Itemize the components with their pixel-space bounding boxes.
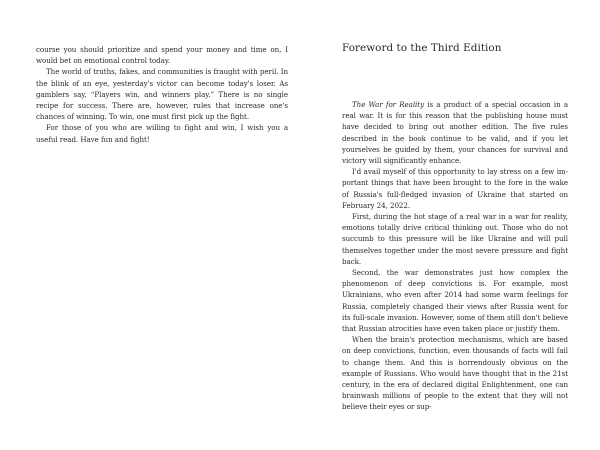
intro-paragraph-rest: is a product of a special occasion in a real war. It is for this reason that the publishing house must have decided to bring out another edition. The five rules described in the book continue to be valid, and if you let yourselves be guided by them, your chances for survival and victory will significantly enhance. [342,100,569,166]
right-paragraph-intro [342,99,568,166]
right-paragraph-5: When the brain's protection mechanisms, which are based on deep convictions, function, even thousands of facts will fail to change them. And this is horrendously obvious on the example of Russians. Who would have thought that in the 21st century, in the era of declared digital Enlightenment, one can brainwash millions of people to the extent that they will not believe their eyes or sup- [342,335,568,412]
right-page-text [342,99,568,413]
chapter-heading: Foreword to the Third Edition [342,42,502,54]
left-page-text [36,44,288,145]
right-paragraph-2: I'd avail myself of this opportunity to lay stress on a few important things that have been brought to the fore in the wake of Russia's full-fledged invasion of Ukraine that started on February 24, 2022. [342,167,568,210]
book-title-italic: The War for Reality [352,100,425,109]
left-paragraph-2: The world of truths, fakes, and communities is fraught with peril. In the blink of an eye, yesterday's victor can become today's loser. As gamblers say, “Players win, and winners play.” There is no single recipe for success. There are, however, rules that increase one's chances of winning. To win, one must first pick up the fight. [36,67,288,122]
left-paragraph-1: course you should prioritize and spend your money and time on, I would bet on emotional control today. [36,45,288,66]
right-paragraph-4: Second, the war demonstrates just how complex the phenomenon of deep convictions is. For example, most Ukrainians, who even after 2014 had some warm feelings for Russia, completely changed their views after Russia went for its full-scale invasion. However, some of them still don't believe that Russian atrocities have even taken place or justify them. [342,268,568,334]
right-paragraph-3: First, during the hot stage of a real war in a war for reality, emotions totally drive critical thinking out. Those who do not succumb to this pressure will be like Ukraine and will pull themselves together under the most severe pressure and fight back. [342,212,568,266]
left-paragraph-3: For those of you who are willing to fight and win, I wish you a useful read. Have fun and fight! [36,123,288,144]
